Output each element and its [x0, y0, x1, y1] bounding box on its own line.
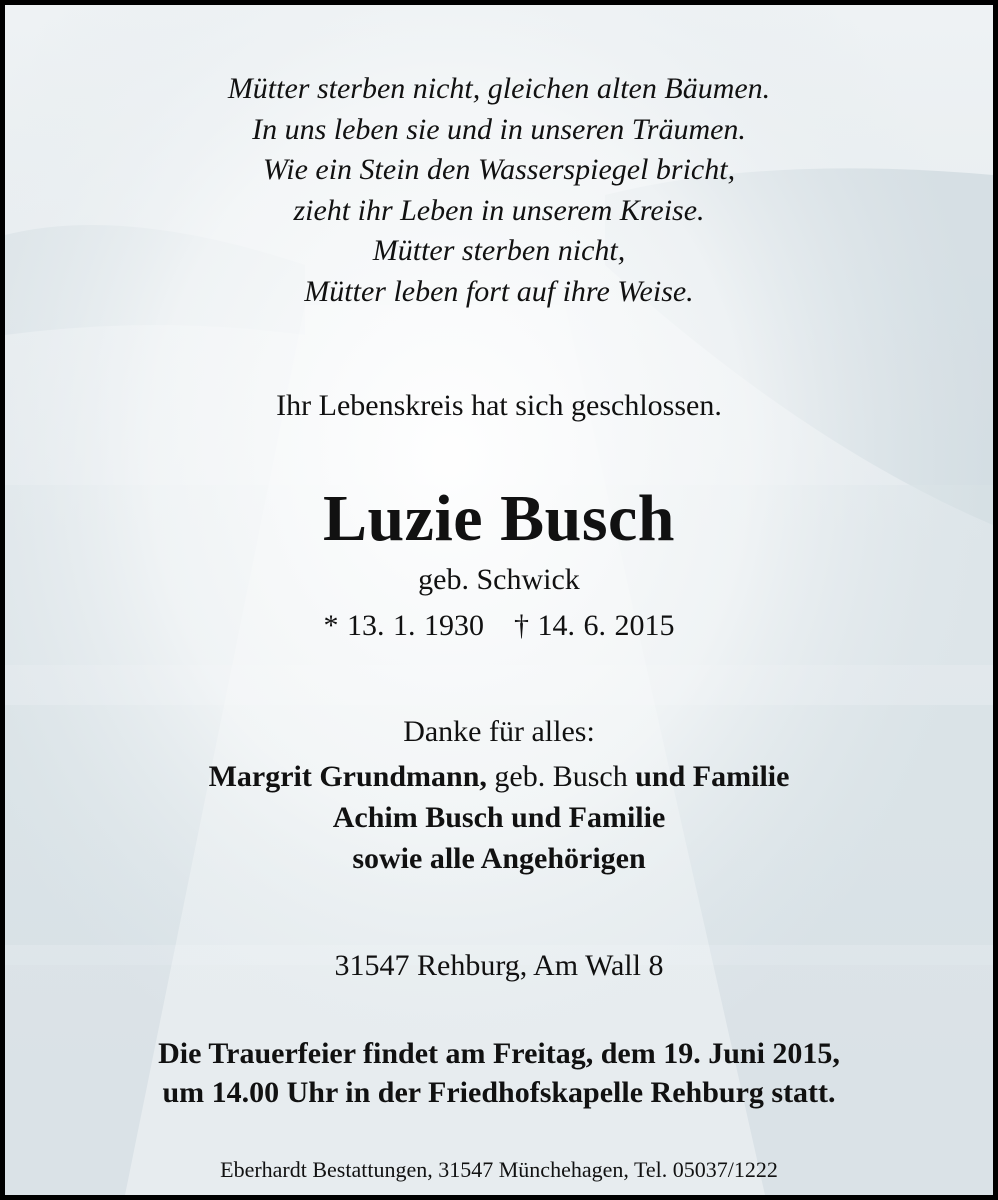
- service-line: um 14.00 Uhr in der Friedhofskapelle Rehburg statt.: [162, 1076, 836, 1109]
- mourner-line: [5, 756, 993, 797]
- deceased-name: Luzie Busch: [322, 482, 676, 555]
- intro-line: Ihr Lebenskreis hat sich geschlossen.: [276, 389, 722, 422]
- poem-line: Mütter sterben nicht, gleichen alten Bäumen.: [227, 72, 771, 105]
- poem-line: Mütter sterben nicht,: [372, 234, 626, 267]
- address: 31547 Rehburg, Am Wall 8: [334, 949, 664, 982]
- mourners: [5, 756, 993, 879]
- mourner-line: Achim Busch und Familie: [332, 801, 666, 834]
- life-dates: [5, 609, 993, 643]
- mourner-name: Margrit Grundmann,: [208, 760, 487, 793]
- poem-line: In uns leben sie und in unseren Träumen.: [252, 112, 746, 146]
- notice-content: [5, 5, 993, 1195]
- poem-line: Wie ein Stein den Wasserspiegel bricht,: [262, 153, 736, 186]
- service-line: Die Trauerfeier findet am Freitag, dem 19. Juni 2015,: [158, 1037, 840, 1070]
- mourner-maiden-name: geb. Busch: [486, 760, 636, 793]
- death-date: † 14. 6. 2015: [514, 609, 675, 642]
- mourner-line: sowie alle Angehörigen: [352, 842, 646, 875]
- thanks-heading: Danke für alles:: [403, 715, 595, 748]
- funeral-service-info: [5, 1034, 993, 1112]
- mourner-family: und Familie: [635, 760, 790, 793]
- birth-date: * 13. 1. 1930: [323, 609, 484, 642]
- undertaker-info: Eberhardt Bestattungen, 31547 Münchehagen, Tel. 05037/1222: [220, 1157, 778, 1182]
- poem-line: zieht ihr Leben in unserem Kreise.: [293, 193, 705, 227]
- poem: [5, 69, 993, 312]
- maiden-name: geb. Schwick: [418, 563, 580, 596]
- poem-line: Mütter leben fort auf ihre Weise.: [304, 274, 694, 308]
